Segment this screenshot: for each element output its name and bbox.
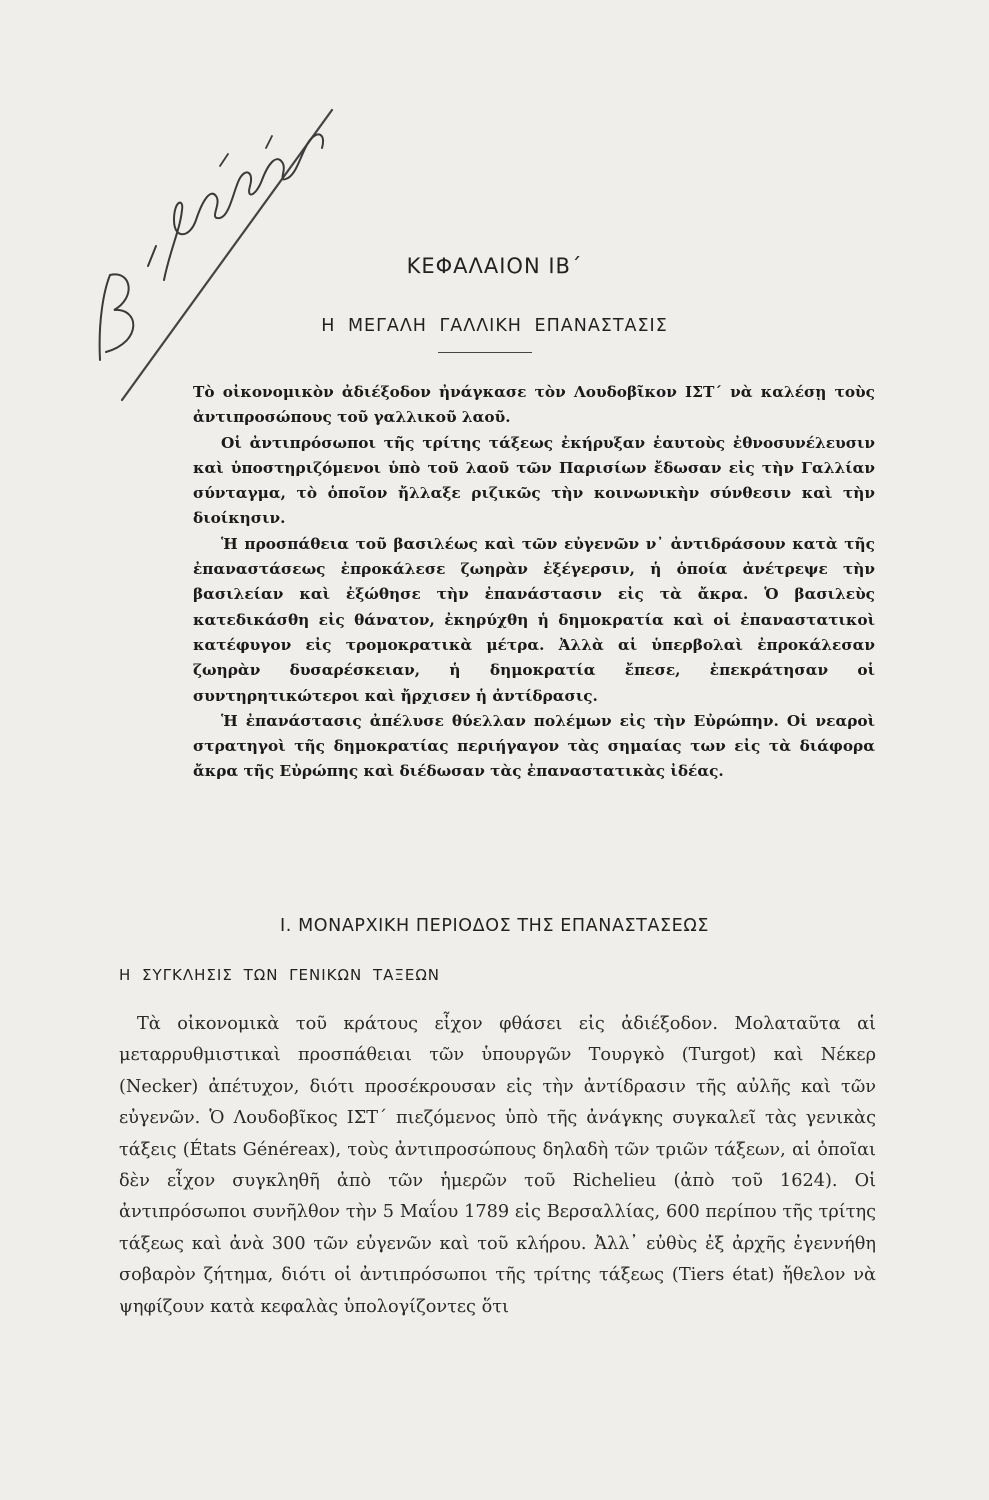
subsection-heading: Η ΣΥΓΚΛΗΣΙΣ ΤΩΝ ΓΕΝΙΚΩΝ ΤΑΞΕΩΝ [119,966,441,984]
summary-paragraph: Οἱ ἀντιπρόσωποι τῆς τρίτης τάξεως ἐκήρυξαν ἑαυτοὺς ἐθνοσυνέλευσιν καὶ ὑποστηριζόμενοι ὑπὸ τοῦ λαοῦ τῶν Παρισίων ἔδωσαν εἰς τὴν Γαλλίαν σύνταγμα, τὸ ὁποῖον ἤλλαξε ριζικῶς τὴν κοινωνικὴν σύνθεσιν καὶ τὴν διοίκησιν. [193,433,875,528]
summary-paragraph: Τὸ οἰκονομικὸν ἀδιέξοδον ἠνάγκασε τὸν Λουδοβῖκον ΙΣΤ΄ νὰ καλέσῃ τοὺς ἀντιπροσώπους τοῦ γαλλικοῦ λαοῦ. [193,383,875,427]
body-paragraph: Τὰ οἰκονομικὰ τοῦ κράτους εἶχον φθάσει εἰς ἀδιέξοδον. Μολαταῦτα αἱ μεταρρυθμιστικαὶ προσπάθειαι τῶν ὑπουργῶν Τουργκὸ (Turgot) καὶ Νέκερ (Necker) ἀπέτυχον, διότι προσέκρουσαν εἰς τὴν ἀντίδρασιν τῆς αὐλῆς καὶ τῶν εὐγενῶν. Ὁ Λουδοβῖκος ΙΣΤ΄ πιεζόμενος ὑπὸ τῆς ἀνάγκης συγκαλεῖ τὰς γενικὰς τάξεις (États Généreax), τοὺς ἀντιπροσώπους δηλαδὴ τῶν τριῶν τάξεων, αἱ ὁποῖαι δὲν εἶχον συγκληθῆ ἀπὸ τῶν ἡμερῶν τοῦ Richelieu (ἀπὸ τοῦ 1624). Οἱ ἀντιπρόσωποι συνῆλθον τὴν 5 Μαΐου 1789 εἰς Βερσαλλίας, 600 περίπου τῆς τρίτης τάξεως καὶ ἀνὰ 300 τῶν εὐγενῶν καὶ τοῦ κλήρου. Ἀλλ᾿ εὐθὺς ἐξ ἀρχῆς ἐγεννήθη σοβαρὸν ζήτημα, διότι οἱ ἀντιπρόσωποι τῆς τρίτης τάξεως (Tiers état) ἤθελον νὰ ψηφίζουν κατὰ κεφαλὰς ὑπολογίζοντες ὅτι [119,1014,876,1317]
handwritten-annotation-image [70,70,370,410]
summary-paragraph: Ἡ ἐπανάστασις ἀπέλυσε θύελλαν πολέμων εἰς τὴν Εὐρώπην. Οἱ νεαροὶ στρατηγοὶ τῆς δημοκρατίας περιήγαγον τὰς σημαίας των εἰς τὰ διάφορα ἄκρα τῆς Εὐρώπης καὶ διέδωσαν τὰς ἐπαναστατικὰς ἰδέας. [193,711,875,781]
body-text [119,1009,876,1323]
section-heading: Ι. ΜΟΝΑΡΧΙΚΗ ΠΕΡΙΟΔΟΣ ΤΗΣ ΕΠΑΝΑΣΤΑΣΕΩΣ [280,916,709,936]
chapter-summary [193,380,875,785]
title-divider [438,352,532,353]
summary-paragraph: Ἡ προσπάθεια τοῦ βασιλέως καὶ τῶν εὐγενῶν ν᾿ ἀντιδράσουν κατὰ τῆς ἐπαναστάσεως ἐπροκάλεσε ζωηρὰν ἐξέγερσιν, ἡ ὁποία ἀνέτρεψε τὴν βασιλείαν καὶ ἐξώθησε τὴν ἐπανάστασιν εἰς τὰ ἄκρα. Ὁ βασιλεὺς κατεδικάσθη εἰς θάνατον, ἐκηρύχθη ἡ δημοκρατία καὶ οἱ ἐπαναστατικοὶ κατέφυγον εἰς τρομοκρατικὰ μέτρα. Ἀλλὰ αἱ ὑπερβολαὶ ἐπροκάλεσαν ζωηρὰν δυσαρέσκειαν, ἡ δημοκρατία ἔπεσε, ἐπεκράτησαν οἱ συντηρητικώτεροι καὶ ἤρχισεν ἡ ἀντίδρασις. [193,534,875,705]
chapter-title: Η ΜΕΓΑΛΗ ΓΑΛΛΙΚΗ ΕΠΑΝΑΣΤΑΣΙΣ [321,316,668,336]
chapter-number: ΚΕΦΑΛΑΙΟΝ ΙΒ΄ [406,254,583,278]
